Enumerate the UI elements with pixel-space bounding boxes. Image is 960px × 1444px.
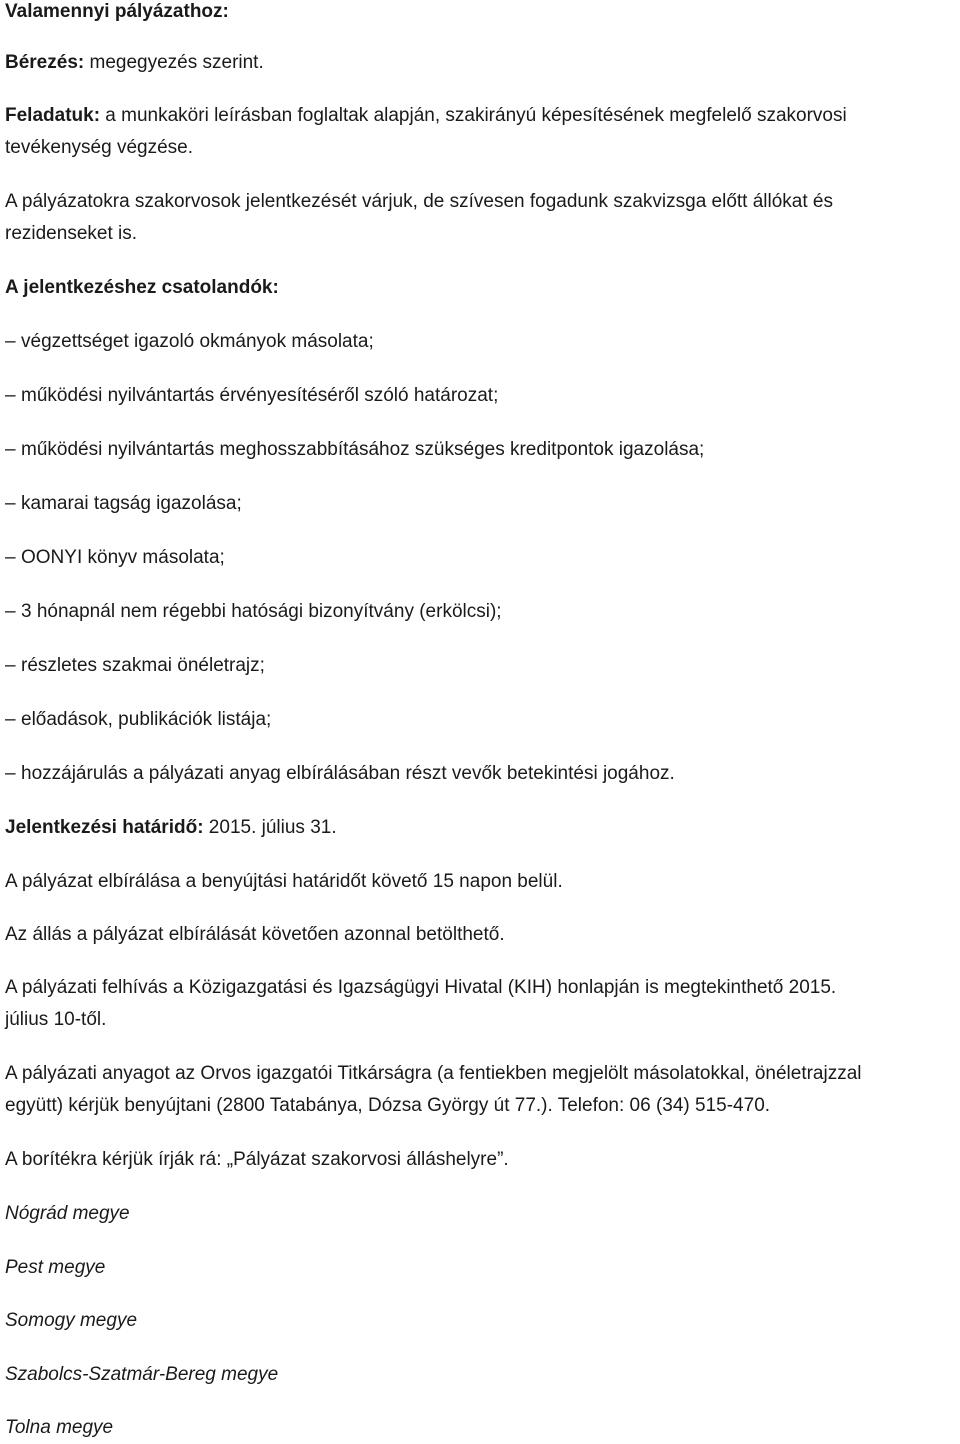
attachment-item — [5, 704, 271, 736]
attachment-text: 3 hónapnál nem régebbi hatósági bizonyítvány (erkölcsi); — [21, 601, 502, 622]
attachment-text: kamarai tagság igazolása; — [21, 493, 242, 514]
attachment-text: előadások, publikációk listája; — [21, 709, 272, 730]
dash-marker: – — [5, 385, 16, 406]
pay-text: megegyezés szerint. — [84, 52, 264, 73]
dash-marker: – — [5, 763, 16, 784]
tasks-paragraph-line1 — [5, 100, 847, 132]
attachment-item — [5, 326, 374, 358]
heading-all-applications: Valamennyi pályázathoz: — [5, 1, 229, 22]
envelope-paragraph: A borítékra kérjük írják rá: „Pályázat szakorvosi álláshelyre”. — [5, 1149, 509, 1170]
attachment-text: OONYI könyv másolata; — [21, 547, 225, 568]
expect-line1: A pályázatokra szakorvosok jelentkezését várjuk, de szívesen fogadunk szakvizsga előtt állókat és — [5, 191, 833, 212]
attachment-text: részletes szakmai önéletrajz; — [21, 655, 265, 676]
county-item: Nógrád megye — [5, 1203, 130, 1224]
attachment-text: végzettséget igazoló okmányok másolata; — [21, 331, 374, 352]
fillable-paragraph: Az állás a pályázat elbírálását követően azonnal betölthető. — [5, 924, 505, 945]
attachment-item — [5, 650, 265, 682]
expect-line2: rezidenseket is. — [5, 223, 138, 244]
dash-marker: – — [5, 331, 16, 352]
attachment-item — [5, 380, 498, 412]
county-item: Szabolcs-Szatmár-Bereg megye — [5, 1364, 279, 1385]
deadline-label: Jelentkezési határidő: — [5, 817, 204, 838]
dash-marker: – — [5, 709, 16, 730]
dash-marker: – — [5, 439, 16, 460]
tasks-text-line2: tevékenység végzése. — [5, 137, 194, 158]
evaluation-paragraph: A pályázat elbírálása a benyújtási határidőt követő 15 napon belül. — [5, 871, 563, 892]
submit-line2: együtt) kérjük benyújtani (2800 Tatabánya, Dózsa György út 77.). Telefon: 06 (34) 515-470. — [5, 1095, 771, 1116]
attachment-text: hozzájárulás a pályázati anyag elbírálásában részt vevők betekintési jogához. — [21, 763, 675, 784]
dash-marker: – — [5, 547, 16, 568]
attachment-item — [5, 488, 242, 520]
dash-marker: – — [5, 493, 16, 514]
attachment-item — [5, 542, 225, 574]
submit-line1: A pályázati anyagot az Orvos igazgatói Titkárságra (a fentiekben megjelölt másolatokkal, önéletrajzzal — [5, 1063, 862, 1084]
attachment-item — [5, 758, 675, 790]
attachment-item — [5, 596, 502, 628]
pay-paragraph — [5, 47, 264, 79]
tasks-label: Feladatuk: — [5, 105, 101, 126]
county-item: Pest megye — [5, 1257, 106, 1278]
attachment-text: működési nyilvántartás meghosszabbításához szükséges kreditpontok igazolása; — [21, 439, 705, 460]
tasks-text-line1: a munkaköri leírásban foglaltak alapján, szakirányú képesítésének megfelelő szakorvosi — [100, 105, 847, 126]
county-item: Somogy megye — [5, 1310, 138, 1331]
kih-line1: A pályázati felhívás a Közigazgatási és Igazságügyi Hivatal (KIH) honlapján is megtekinthető 2015. — [5, 977, 837, 998]
kih-line2: július 10-től. — [5, 1009, 107, 1030]
county-item: Tolna megye — [5, 1417, 114, 1438]
dash-marker: – — [5, 601, 16, 622]
attachment-item — [5, 434, 704, 466]
deadline-text: 2015. július 31. — [203, 817, 337, 838]
pay-label: Bérezés: — [5, 52, 85, 73]
deadline-paragraph — [5, 812, 337, 844]
dash-marker: – — [5, 655, 16, 676]
attachments-heading: A jelentkezéshez csatolandók: — [5, 277, 279, 298]
attachment-text: működési nyilvántartás érvényesítéséről szóló határozat; — [21, 385, 499, 406]
